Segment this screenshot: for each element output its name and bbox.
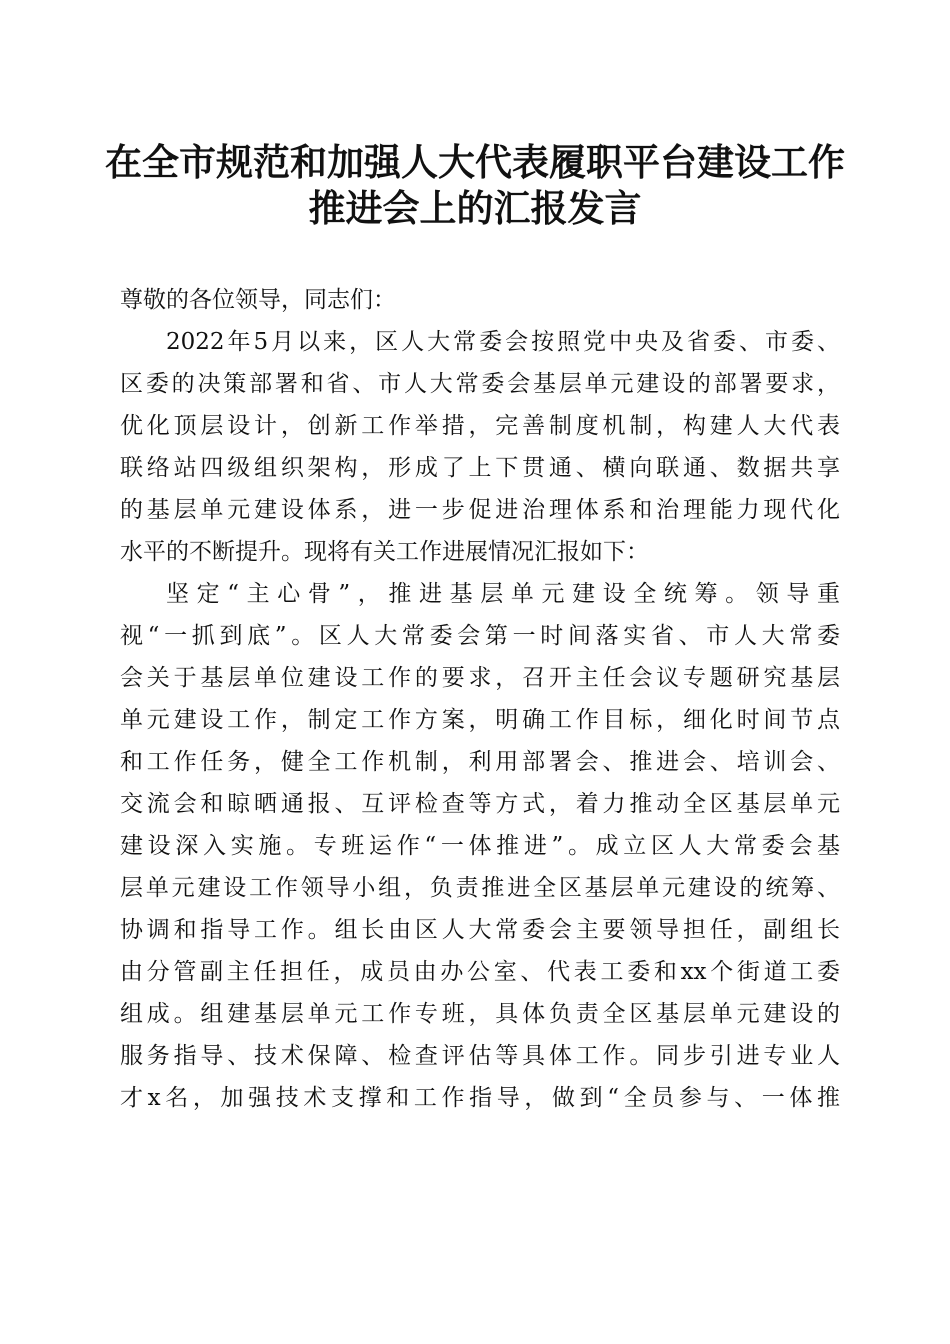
- document-body: [120, 279, 840, 1119]
- paragraph-1-line: 优化顶层设计，创新工作举措，完善制度机制，构建人大代表: [120, 413, 840, 439]
- paragraph-1-line: 的基层单元建设体系，进一步促进治理体系和治理能力现代化: [120, 497, 840, 523]
- paragraph-2-line: 组成。组建基层单元工作专班，具体负责全区基层单元建设的: [120, 1001, 840, 1027]
- paragraph-2-line: 视“一抓到底”。区人大常委会第一时间落实省、市人大常委: [120, 623, 840, 649]
- paragraph-2-line: 协调和指导工作。组长由区人大常委会主要领导担任，副组长: [120, 917, 840, 943]
- paragraph-1-line: 水平的不断提升。现将有关工作进展情况汇报如下：: [120, 539, 649, 565]
- paragraph-2-line: 会关于基层单位建设工作的要求，召开主任会议专题研究基层: [120, 665, 840, 691]
- paragraph-2-line: 服务指导、技术保障、检查评估等具体工作。同步引进专业人: [120, 1043, 840, 1069]
- paragraph-1-line: 联络站四级组织架构，形成了上下贯通、横向联通、数据共享: [120, 455, 840, 481]
- paragraph-2-line: 交流会和晾晒通报、互评检查等方式，着力推动全区基层单元: [120, 791, 840, 817]
- paragraph-2-line: 建设深入实施。专班运作“一体推进”。成立区人大常委会基: [120, 833, 840, 859]
- paragraph-1-line: 2022年5月以来，区人大常委会按照党中央及省委、市委、: [166, 329, 840, 355]
- document-title-line-1: 在全市规范和加强人大代表履职平台建设工作: [105, 140, 845, 184]
- paragraph-2-line: 坚定“主心骨”，推进基层单元建设全统筹。领导重: [166, 581, 840, 607]
- paragraph-2-line: 由分管副主任担任，成员由办公室、代表工委和xx个街道工委: [120, 959, 840, 985]
- salutation: 尊敬的各位领导，同志们：: [120, 287, 396, 313]
- paragraph-2-line: 层单元建设工作领导小组，负责推进全区基层单元建设的统筹、: [120, 875, 840, 901]
- paragraph-2-line: 才x名，加强技术支撑和工作指导，做到“全员参与、一体推: [120, 1085, 840, 1111]
- paragraph-2-line: 单元建设工作，制定工作方案，明确工作目标，细化时间节点: [120, 707, 840, 733]
- document-title-line-2: 推进会上的汇报发言: [308, 186, 642, 230]
- paragraph-1-line: 区委的决策部署和省、市人大常委会基层单元建设的部署要求，: [120, 371, 840, 397]
- paragraph-2-line: 和工作任务，健全工作机制，利用部署会、推进会、培训会、: [120, 749, 840, 775]
